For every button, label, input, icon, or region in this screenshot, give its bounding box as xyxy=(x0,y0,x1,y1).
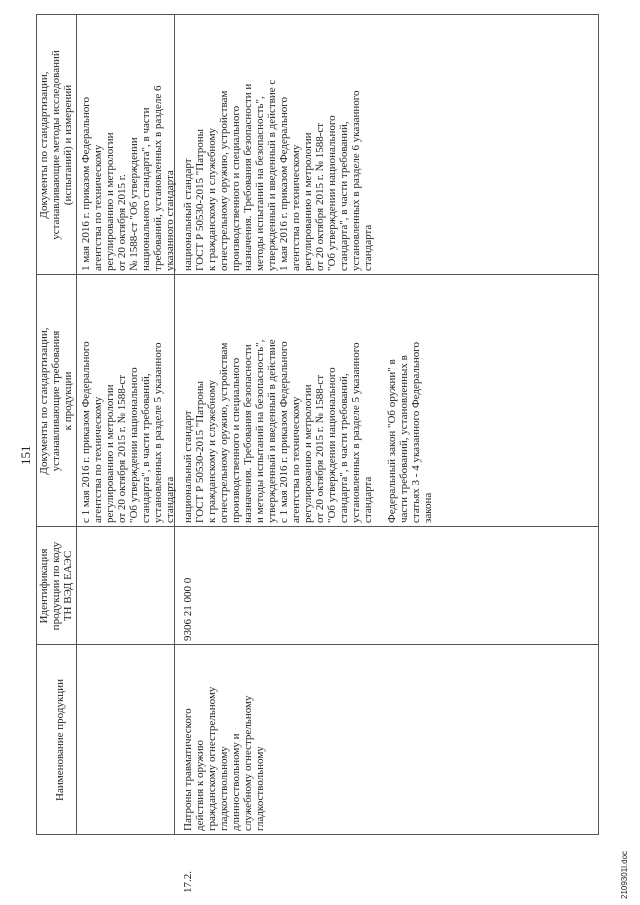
column-divider xyxy=(36,274,598,275)
requirements-cell: национальный стандарт ГОСТ Р 50530-2015 "Патроны к гражданскому и служебному огнестрельному оружию, устройствам производственного и специального назначения. Требования безопасности и методы испытаний на безопасность", утвержденный и введенный в действие с 1 мая 2016 г. приказом Федерального агентства по техническому регулированию и метрологии от 20 октября 2015 г. № 1588-ст "Об утверждении национального стандарта", в части требований, установленных в разделе 5 указанного стандарта xyxy=(182,339,374,523)
header-tnved-code: Идентификация продукции по коду ТН ВЭД ЕАЭС xyxy=(38,541,74,631)
tnved-code-cell: 9306 21 000 0 xyxy=(182,577,194,641)
column-divider xyxy=(36,526,598,527)
methods-continuation-cell: 1 мая 2016 г. приказом Федерального агентства по техническому регулированию и метрологии от 20 октября 2015 г. № 1588-ст "Об утверждении национального стандарта", в части требований, установленных в разделе 6 указанного стандарта xyxy=(80,85,176,271)
header-divider xyxy=(76,14,77,835)
table-border xyxy=(36,834,598,835)
table-border xyxy=(36,14,37,835)
header-methods-docs: Документы по стандартизации, устанавливающие методы исследований (испытаний) и измерений xyxy=(38,50,74,240)
methods-cell: национальный стандарт ГОСТ Р 50530-2015 "Патроны к гражданскому и служебному огнестрельному оружию, устройствам производственного и специального назначения. Требования безопасности и методы испытаний на безопасность", утвержденный и введенный в действие с 1 мая 2016 г. приказом Федерального агентства по техническому регулированию и метрологии от 20 октября 2015 г. № 1588-ст "Об утверждении национального стандарта", в части требований, установленных в разделе 6 указанного стандарта xyxy=(182,79,374,271)
table-border xyxy=(36,14,598,15)
requirements-law-cell: Федеральный закон "Об оружии" в части требований, установленных в статьях 3 - 4 указанного Федерального закона xyxy=(386,341,434,523)
header-product-name: Наименование продукции xyxy=(54,679,66,801)
header-requirements-docs: Документы по стандартизации, устанавливающие требования к продукции xyxy=(38,327,74,475)
standards-table xyxy=(36,15,598,893)
product-name-cell: Патроны травматического действия к оружию гражданскому огнестрельному гладкоствольному длинноствольному и служебному огнестрельному гладкоствольному xyxy=(182,686,266,831)
document-code: 2109301l.doc xyxy=(620,850,629,899)
column-divider xyxy=(36,644,598,645)
requirements-continuation-cell: с 1 мая 2016 г. приказом Федерального агентства по техническому регулированию и метрологии от 20 октября 2015 г. № 1588-ст "Об утверждении национального стандарта", в части требований, установленных в разделе 5 указанного стандарта xyxy=(80,341,176,523)
page-number: 151 xyxy=(18,445,33,465)
table-border xyxy=(598,14,599,835)
row-number: 17.2. xyxy=(182,871,194,893)
